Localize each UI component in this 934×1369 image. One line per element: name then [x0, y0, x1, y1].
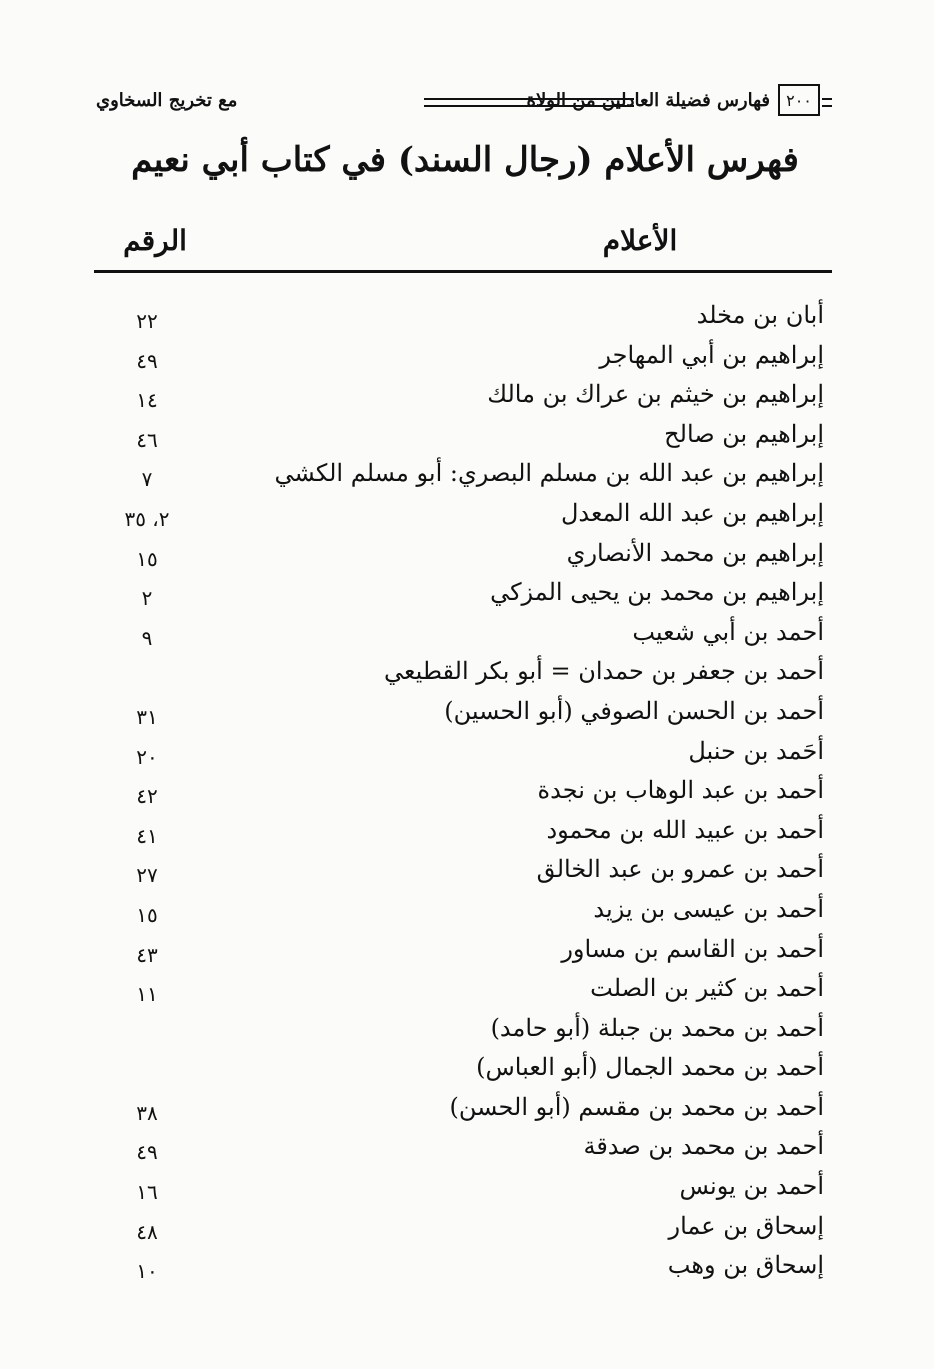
- entry-number: ٣٨: [136, 1100, 158, 1125]
- entry-name: أحمد بن محمد بن مقسم (أبو الحسن): [449, 1092, 824, 1121]
- page-title: فهرس الأعلام (رجال السند) في كتاب أبي نعيم: [131, 140, 799, 180]
- entry-number: ١٥: [136, 902, 158, 927]
- index-row: [94, 734, 832, 774]
- entry-name: أحمد بن الحسن الصوفي (أبو الحسين): [444, 696, 824, 725]
- entry-number: ١٤: [136, 388, 158, 413]
- index-row: [94, 615, 832, 655]
- index-row: [94, 1011, 832, 1051]
- entry-number: ٢: [141, 586, 153, 611]
- index-row: [94, 496, 832, 536]
- entry-name: أحمد بن يونس: [679, 1172, 824, 1201]
- header-rule: [424, 98, 634, 107]
- index-row: [94, 1090, 832, 1130]
- header-divider: [94, 270, 832, 273]
- column-header-numbers: الرقم: [123, 224, 187, 257]
- entry-name: إبراهيم بن أبي المهاجر: [599, 340, 824, 369]
- index-row: [94, 1209, 832, 1249]
- index-row: [94, 1050, 832, 1090]
- index-row: [94, 892, 832, 932]
- header-rule-end: [822, 98, 832, 107]
- running-header-left-title: مع تخريج السخاوي: [96, 90, 238, 111]
- entry-number: ٤٦: [136, 427, 158, 452]
- index-row: [94, 813, 832, 853]
- entry-number: ١٥: [136, 546, 158, 571]
- running-header: [96, 84, 832, 118]
- index-list: [94, 298, 832, 1288]
- entry-name: إبراهيم بن صالح: [664, 419, 824, 448]
- entry-name: أحمد بن القاسم بن مساور: [561, 934, 824, 963]
- index-row: [94, 694, 832, 734]
- entry-number: ٩: [141, 625, 153, 650]
- index-row: [94, 971, 832, 1011]
- entry-number: ٢٢: [136, 309, 158, 333]
- entry-name: أحمد بن محمد بن صدقة: [583, 1132, 824, 1161]
- entry-number: ٤٨: [136, 1219, 158, 1244]
- entry-name: أحَمد بن حنبل: [688, 736, 824, 765]
- index-row: [94, 456, 832, 496]
- running-header-right-title: فهارس فضيلة العادلين من الولاة: [526, 90, 770, 111]
- entry-number: ٤٢: [136, 784, 158, 809]
- entry-number: ٤٩: [136, 1140, 158, 1165]
- entry-name: أحمد بن أبي شعيب: [632, 617, 824, 646]
- entry-name: أحمد بن جعفر بن حمدان = أبو بكر القطيعي: [384, 657, 824, 686]
- entry-name: أحمد بن عبد الوهاب بن نجدة: [537, 776, 824, 805]
- entry-name: أحمد بن عيسى بن يزيد: [593, 894, 824, 923]
- index-row: [94, 1248, 832, 1288]
- index-row: [94, 575, 832, 615]
- index-row: [94, 377, 832, 417]
- index-row: [94, 773, 832, 813]
- index-row: [94, 417, 832, 457]
- entry-number: ١١: [136, 982, 158, 1007]
- index-row: [94, 852, 832, 892]
- entry-number: ٤٩: [136, 348, 158, 373]
- entry-number: ٣١: [136, 704, 158, 729]
- entry-name: إبراهيم بن عبد الله المعدل: [560, 498, 824, 527]
- entry-name: أحمد بن محمد بن جبلة (أبو حامد): [490, 1013, 824, 1042]
- index-row: [94, 536, 832, 576]
- index-row: [94, 654, 832, 694]
- entry-name: إسحاق بن وهب: [667, 1251, 824, 1280]
- entry-number: ٢٧: [136, 863, 158, 888]
- entry-number: ٧: [141, 467, 153, 492]
- column-header-names: الأعلام: [602, 224, 678, 257]
- entry-name: أحمد بن عمرو بن عبد الخالق: [536, 855, 824, 884]
- entry-name: إسحاق بن عمار: [668, 1211, 824, 1240]
- entry-name: أحمد بن كثير بن الصلت: [590, 974, 824, 1003]
- entry-number: ٢٠: [136, 744, 158, 769]
- entry-name: إبراهيم بن خيثم بن عراك بن مالك: [487, 380, 824, 409]
- index-row: [94, 932, 832, 972]
- entry-name: أحمد بن محمد الجمال (أبو العباس): [476, 1053, 824, 1082]
- entry-number: ١٠: [136, 1259, 158, 1284]
- entry-name: إبراهيم بن عبد الله بن مسلم البصري: أبو مسلم الكشي: [274, 459, 824, 488]
- entry-number: ٤٣: [136, 942, 158, 967]
- entry-name: إبراهيم بن محمد الأنصاري: [566, 538, 824, 567]
- index-row: [94, 338, 832, 378]
- entry-number: ٤١: [136, 823, 158, 848]
- entry-name: أحمد بن عبيد الله بن محمود: [546, 815, 824, 844]
- index-row: [94, 298, 832, 338]
- entry-name: أبان بن مخلد: [696, 301, 824, 329]
- entry-number: ١٦: [136, 1180, 158, 1205]
- entry-name: إبراهيم بن محمد بن يحيى المزكي: [490, 578, 824, 607]
- index-row: [94, 1129, 832, 1169]
- index-row: [94, 1169, 832, 1209]
- entry-number: ٢، ٣٥: [124, 506, 170, 531]
- page-number: ٢٠٠: [778, 84, 820, 116]
